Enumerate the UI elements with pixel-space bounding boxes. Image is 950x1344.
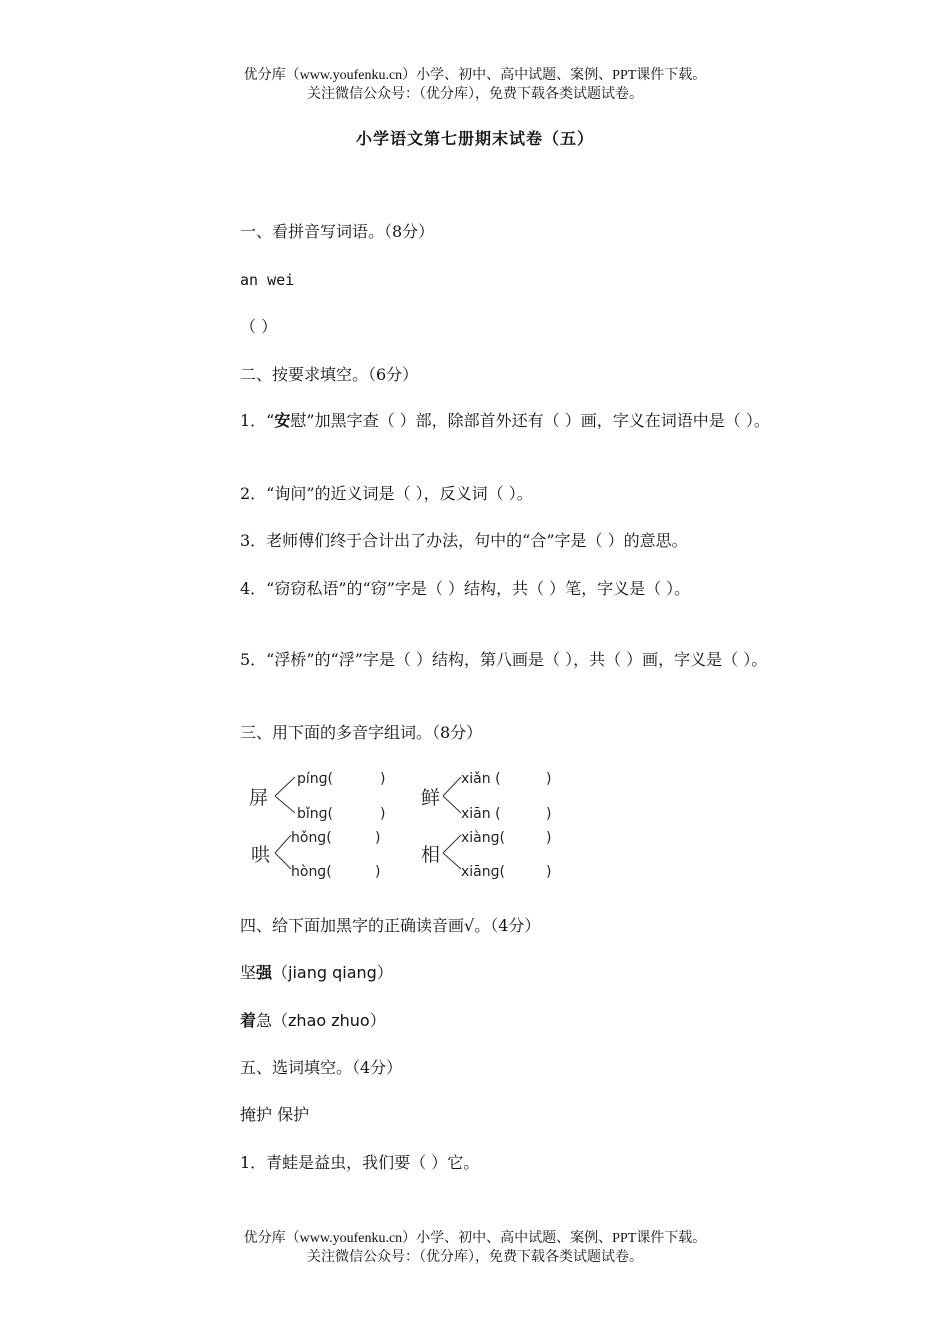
poly-reading-2b: xiān ( xyxy=(461,806,501,822)
section1-pinyin: an wei xyxy=(240,271,295,289)
page-header xyxy=(0,66,950,104)
q1-rest: 慰”加黑字查（ ）部，除部首外还有（ ）画，字义在词语中是（ ）。 xyxy=(290,411,770,430)
poly-char-2: 鲜 xyxy=(421,787,441,809)
poly-close-1b: ) xyxy=(380,806,386,822)
poly-reading-4a: xiànɡ( xyxy=(461,830,505,846)
poly-close-3b: ) xyxy=(375,864,381,880)
header-line-2: 关注微信公众号：（优分库），免费下载各类试题试卷。 xyxy=(307,87,643,102)
section1-heading: 一、看拼音写词语。（8分） xyxy=(240,222,435,241)
item2-options: （zhao zhuo） xyxy=(272,1011,386,1030)
footer-line-2: 关注微信公众号：（优分库），免费下载各类试题试卷。 xyxy=(307,1250,643,1265)
poly-reading-1b: bǐnɡ( xyxy=(297,806,333,822)
poly-reading-3b: hònɡ( xyxy=(291,864,332,880)
section2-q2: 2．“询问”的近义词是（ ），反义词（ ）。 xyxy=(240,484,533,503)
poly-close-2b: ) xyxy=(546,806,552,822)
poly-reading-4b: xiānɡ( xyxy=(461,864,505,880)
poly-char-3: 哄 xyxy=(251,844,271,866)
section2-heading: 二、按要求填空。（6分） xyxy=(240,365,419,384)
brace-2 xyxy=(443,777,461,813)
section1-blank: （ ） xyxy=(240,317,278,336)
poly-reading-3a: hǒnɡ( xyxy=(291,830,332,846)
brace-3 xyxy=(275,835,291,869)
page-title: 小学语文第七册期末试卷（五） xyxy=(355,129,594,148)
section5-q1: 1．青蛙是益虫，我们要（ ）它。 xyxy=(240,1153,480,1172)
section4-item1 xyxy=(203,960,845,985)
q1-bold-char: 安 xyxy=(274,411,291,430)
header-line-1: 优分库（www.youfenku.cn）小学、初中、高中试题、案例、PPT课件下载。 xyxy=(243,68,707,83)
brace-4 xyxy=(443,835,461,869)
poly-close-4a: ) xyxy=(546,830,552,846)
section4-item2 xyxy=(203,1008,845,1033)
poly-reading-1a: pínɡ( xyxy=(297,771,333,787)
section4-heading: 四、给下面加黑字的正确读音画√。（4分） xyxy=(240,916,541,935)
brace-1 xyxy=(275,777,295,813)
section2-q5: 5．“浮桥”的“浮”字是（ ）结构，第八画是（ ），共（ ）画，字义是（ ）。 xyxy=(240,650,768,669)
item1-pre: 坚 xyxy=(240,963,257,982)
footer-line-1: 优分库（www.youfenku.cn）小学、初中、高中试题、案例、PPT课件下载。 xyxy=(243,1231,707,1246)
poly-char-4: 相 xyxy=(421,844,441,866)
section5-words: 掩护 保护 xyxy=(240,1105,310,1124)
poly-reading-2a: xiǎn ( xyxy=(461,771,501,787)
q1-prefix: 1．“ xyxy=(240,411,275,430)
item1-options: （jiang qiang） xyxy=(272,963,393,982)
poly-close-2a: ) xyxy=(546,771,552,787)
section5-heading: 五、选词填空。（4分） xyxy=(240,1058,403,1077)
item2-post: 急 xyxy=(256,1011,273,1030)
section3-heading: 三、用下面的多音字组词。（8分） xyxy=(240,723,483,742)
section2-q3: 3．老师傅们终于合计出了办法，句中的“合”字是（ ）的意思。 xyxy=(240,531,688,550)
item2-bold-char: 着 xyxy=(240,1011,257,1030)
section2-q4: 4．“窃窃私语”的“窃”字是（ ）结构，共（ ）笔，字义是（ ）。 xyxy=(240,579,691,598)
poly-close-3a: ) xyxy=(375,830,381,846)
poly-close-4b: ) xyxy=(546,864,552,880)
poly-char-1: 屏 xyxy=(249,787,269,809)
section2-q1 xyxy=(203,408,808,433)
page-footer xyxy=(0,1229,950,1267)
item1-bold-char: 强 xyxy=(256,963,273,982)
polyphone-diagram xyxy=(247,763,567,893)
poly-close-1a: ) xyxy=(380,771,386,787)
